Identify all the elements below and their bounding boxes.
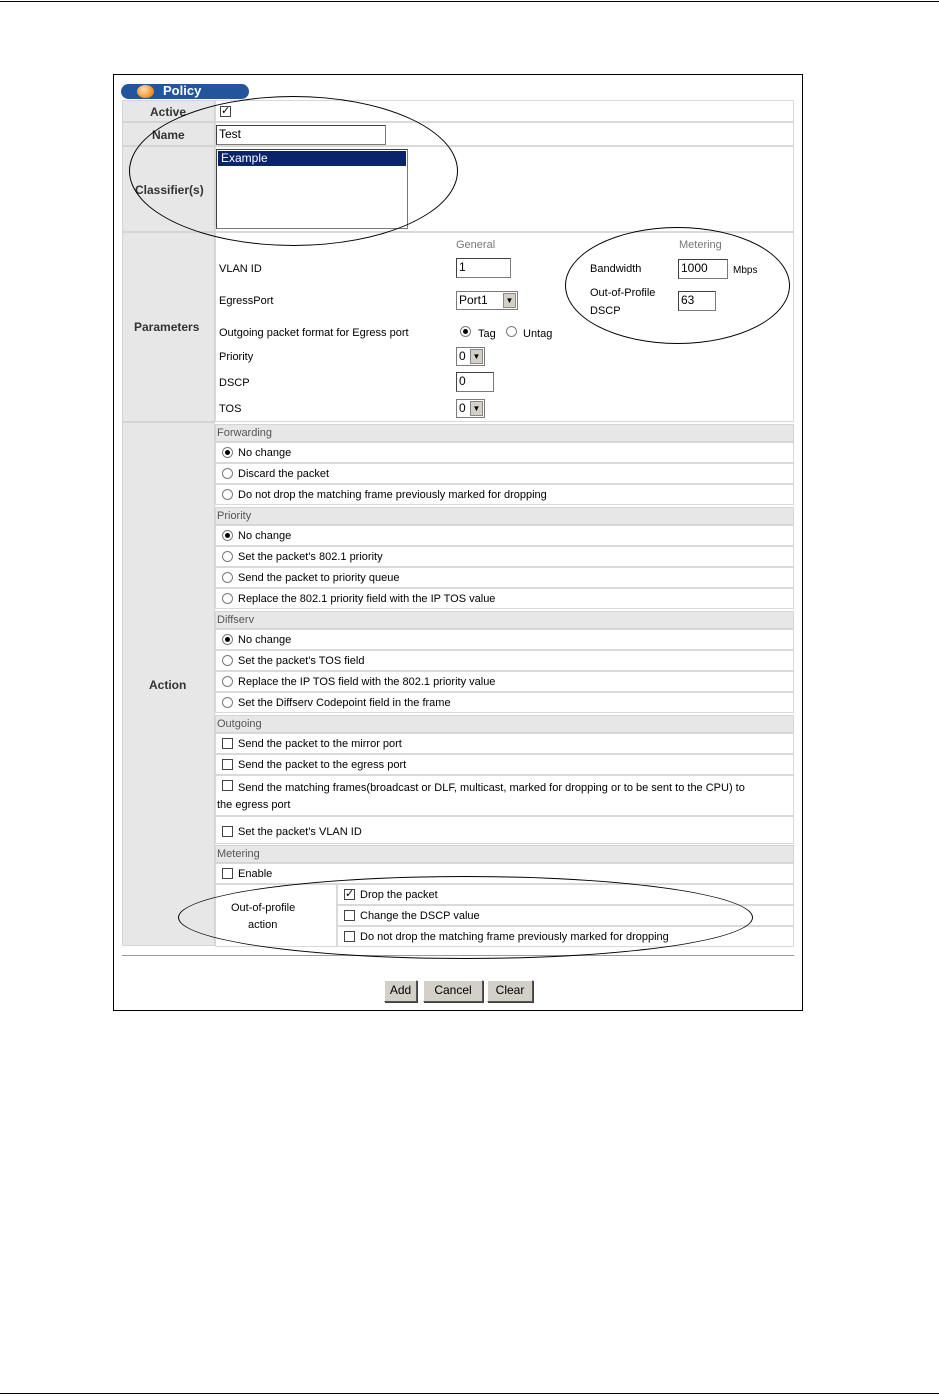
forwarding-option-do-not-drop[interactable] [215,484,794,505]
active-checkbox[interactable]: ✓ [221,105,231,117]
clear-button[interactable]: Clear [487,980,533,1002]
chevron-down-icon: ▼ [470,401,483,416]
priority-label: Priority [219,351,254,363]
outgoing-option-mirror[interactable] [215,733,794,754]
classifiers-label: Classifier(s) [135,183,204,197]
priority-value: 0 [459,349,466,363]
option-label: Set the packet's TOS field [238,655,365,667]
option-label: Discard the packet [238,468,330,480]
oop-action-label-cell [215,884,337,947]
option-label: Do not drop the matching frame previously marked for dropping [360,931,669,943]
radio-icon[interactable] [222,530,233,541]
option-label: Replace the 802.1 priority field with the IP TOS value [238,593,496,605]
option-label: No change [238,634,292,646]
radio-icon[interactable] [222,489,233,500]
option-label: Set the packet's VLAN ID [238,826,362,838]
divider [122,955,794,956]
priority-option-queue[interactable] [215,567,794,588]
egress-port-label: EgressPort [219,295,274,307]
diffserv-option-replace-tos[interactable] [215,671,794,692]
oop-dscp-label-1: Out-of-Profile [590,287,656,299]
option-label: No change [238,530,292,542]
radio-icon[interactable] [222,593,233,604]
radio-icon[interactable] [222,655,233,666]
cancel-button[interactable]: Cancel [423,980,483,1002]
option-label: Enable [238,868,273,880]
option-label-line2: the egress port [217,799,291,811]
radio-icon[interactable] [222,634,233,645]
radio-icon[interactable] [222,676,233,687]
chevron-down-icon: ▼ [503,293,516,308]
diffserv-header: Diffserv [215,611,794,629]
untag-label: Untag [523,328,553,340]
policy-tab[interactable] [121,84,249,99]
orb-icon [137,85,154,98]
option-label: Replace the IP TOS field with the 802.1 priority value [238,676,496,688]
priority-option-set-8021[interactable] [215,546,794,567]
general-header: General [456,239,496,251]
add-button[interactable]: Add [384,980,417,1002]
checkbox-icon[interactable] [344,931,355,942]
outgoing-option-vlan[interactable] [215,816,794,844]
diffserv-option-codepoint[interactable] [215,692,794,713]
oop-option-drop[interactable] [337,884,794,905]
classifier-listbox[interactable] [216,149,408,229]
priority-option-no-change[interactable] [215,525,794,546]
option-label: Set the packet's 802.1 priority [238,551,383,563]
checkbox-icon[interactable] [222,759,233,770]
name-label: Name [152,128,185,142]
option-label: Change the DSCP value [360,910,480,922]
action-label: Action [149,678,187,692]
parameters-label: Parameters [134,320,200,334]
forwarding-option-no-change[interactable] [215,442,794,463]
oop-option-do-not-drop[interactable] [337,926,794,947]
radio-icon[interactable] [222,447,233,458]
vlan-id-label: VLAN ID [219,263,262,275]
priority-option-replace-tos[interactable] [215,588,794,609]
diffserv-option-set-tos[interactable] [215,650,794,671]
checkbox-icon[interactable] [222,780,233,791]
priority-header: Priority [215,507,794,525]
dscp-input[interactable]: 0 [456,372,494,392]
outgoing-format-label: Outgoing packet format for Egress port [219,327,409,339]
option-label: Do not drop the matching frame previously marked for dropping [238,489,547,501]
tag-radio[interactable] [460,326,471,337]
classifier-item[interactable]: Example [218,151,406,166]
top-rule [0,1,939,2]
radio-icon[interactable] [222,697,233,708]
priority-select[interactable] [456,347,485,366]
option-label: No change [238,447,292,459]
tag-label: Tag [478,328,496,340]
radio-icon[interactable] [222,551,233,562]
active-label: Active [150,105,187,119]
active-value-cell [215,100,794,122]
tos-value: 0 [459,401,466,415]
tos-select[interactable] [456,399,485,418]
option-label: Drop the packet [360,889,438,901]
oop-action-label-2: action [248,919,278,931]
radio-icon[interactable] [222,572,233,583]
oop-action-label-1: Out-of-profile [231,902,296,914]
checkbox-icon[interactable] [222,868,233,879]
metering-header: Metering [215,845,794,863]
outgoing-header: Outgoing [215,715,794,733]
option-label: Send the packet to priority queue [238,572,400,584]
metering-enable[interactable] [215,863,794,884]
bandwidth-label: Bandwidth [590,263,642,275]
policy-title: Policy [163,83,202,98]
bottom-rule [0,1393,939,1394]
checkbox-icon[interactable] [344,910,355,921]
name-input[interactable]: Test [216,125,386,145]
tos-label: TOS [219,403,242,415]
oop-dscp-input[interactable]: 63 [678,291,716,311]
egress-port-select[interactable] [456,291,518,310]
option-label-line1: Send the matching frames(broadcast or DLF, multicast, marked for dropping or to be sent to the CPU) to [238,782,745,794]
outgoing-option-egress[interactable] [215,754,794,775]
untag-radio[interactable] [506,326,517,337]
oop-option-change-dscp[interactable] [337,905,794,926]
forwarding-option-discard[interactable] [215,463,794,484]
checkbox-icon[interactable] [222,826,233,837]
egress-port-value: Port1 [459,293,488,307]
checkbox-icon[interactable]: ✓ [345,888,355,900]
option-label: Set the Diffserv Codepoint field in the frame [238,697,451,709]
bandwidth-unit: Mbps [733,265,758,276]
bandwidth-input[interactable]: 1000 [678,259,728,279]
checkbox-icon[interactable] [222,738,233,749]
chevron-down-icon: ▼ [470,349,483,364]
radio-icon[interactable] [222,468,233,479]
metering-header: Metering [679,239,722,251]
vlan-id-input[interactable]: 1 [456,258,511,278]
forwarding-header: Forwarding [215,424,794,442]
option-label: Send the packet to the mirror port [238,738,402,750]
outgoing-option-matching-frames[interactable] [215,775,794,816]
oop-dscp-label-2: DSCP [590,305,621,317]
diffserv-option-no-change[interactable] [215,629,794,650]
option-label: Send the packet to the egress port [238,759,407,771]
dscp-label: DSCP [219,377,250,389]
